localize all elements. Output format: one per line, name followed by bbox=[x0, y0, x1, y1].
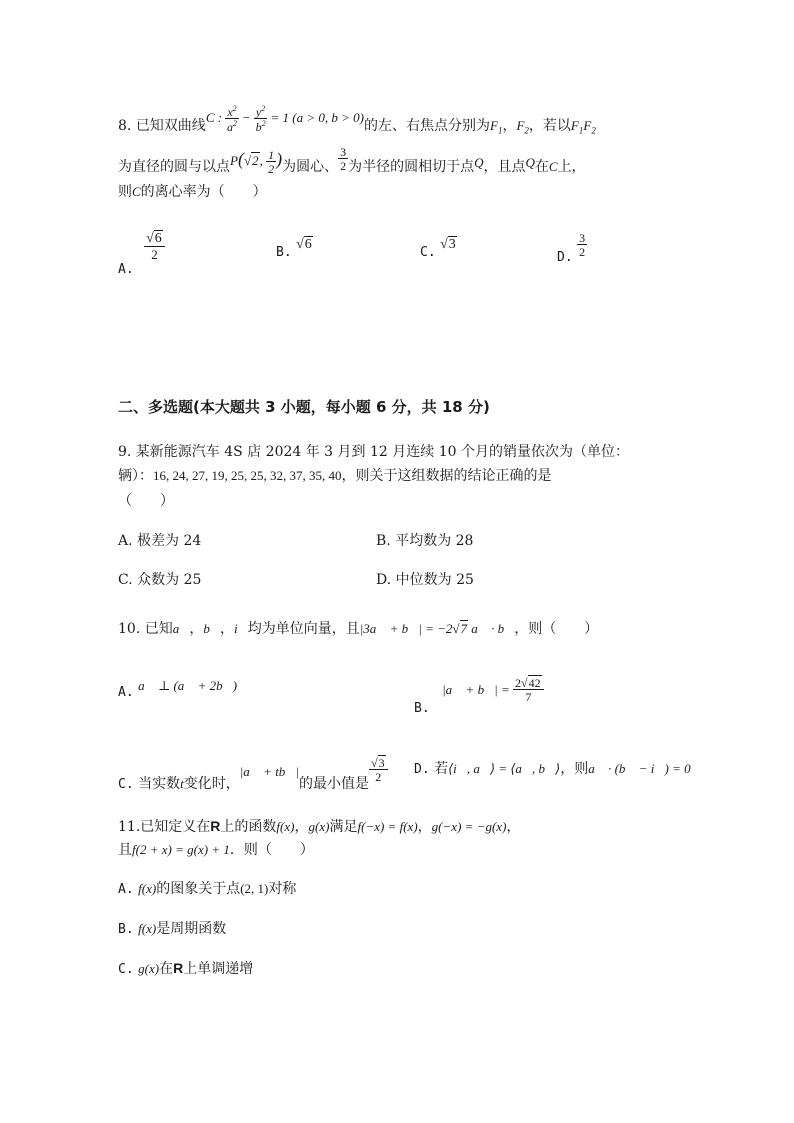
point-2-1: (2, 1) bbox=[240, 881, 269, 896]
option-a-expr: a⃗ ⊥ (a⃗ + 2b⃗) bbox=[138, 678, 238, 693]
q8-line3 bbox=[118, 182, 267, 202]
q8-text: 的离心率为（ ） bbox=[140, 184, 267, 200]
q11-text: 满足 bbox=[329, 819, 358, 835]
real-set: R bbox=[210, 818, 221, 834]
q8-text: 为圆心、 bbox=[282, 159, 339, 175]
q8-option-a[interactable] bbox=[118, 231, 165, 277]
option-b-expr: |a⃗ + b⃗| = bbox=[442, 682, 514, 697]
option-label: B. bbox=[276, 245, 292, 260]
radius-fraction: $\frac{3}{2}$ bbox=[340, 145, 347, 173]
condition-g-odd: g(−x) = −g(x) bbox=[431, 819, 507, 834]
q8-text: 已知双曲线 bbox=[135, 117, 206, 134]
q9-line1: 9. 某新能源汽车 4S 店 2024 年 3 月到 12 月连续 10 个月的销量依次为（单位： bbox=[118, 444, 629, 460]
q9-option-d[interactable]: D. 中位数为 25 bbox=[376, 572, 474, 588]
q11-text: 上的函数 bbox=[220, 819, 277, 835]
fraction: $\frac{√3}{2}$ bbox=[369, 757, 388, 783]
q10-text: 变化时， bbox=[183, 776, 240, 792]
q10-condition: |3a⃗ + b⃗| = −2√7 a⃗ · b⃗ bbox=[359, 621, 515, 636]
q8-text: 在 bbox=[534, 159, 549, 175]
q8-option-c[interactable] bbox=[420, 236, 457, 260]
q11-line1 bbox=[118, 816, 520, 837]
q9-option-a[interactable]: A. 极差为 24 bbox=[118, 533, 202, 549]
q8-option-d[interactable] bbox=[557, 231, 587, 265]
q11-text: 的图象关于点 bbox=[156, 881, 241, 897]
q11-text: 是周期函数 bbox=[156, 921, 227, 937]
point-p: P(√2, $\frac{1}{2}$ ) bbox=[230, 148, 283, 177]
option-d-expr: ⟨i⃗, a⃗⟩ = ⟨a⃗, b⃗⟩ bbox=[448, 761, 561, 776]
q10-text: ，则 bbox=[560, 761, 589, 777]
option-label: A. bbox=[118, 882, 134, 897]
q11-text: ， bbox=[506, 819, 521, 835]
curve-c: C bbox=[548, 159, 558, 174]
q9-line3: （ ） bbox=[118, 493, 174, 509]
q11-text: 且 bbox=[118, 842, 132, 858]
option-label: D. bbox=[414, 762, 430, 777]
option-b-value: √6 bbox=[296, 237, 312, 252]
func-f: f(x) bbox=[276, 819, 295, 834]
q9-data: 16, 24, 27, 19, 25, 25, 32, 37, 35, 40 bbox=[153, 468, 342, 483]
point-q: Q bbox=[474, 155, 484, 170]
q10-option-a[interactable] bbox=[118, 678, 238, 700]
q11-text: ， bbox=[417, 819, 432, 835]
vector-i: i⃗ bbox=[233, 621, 248, 636]
option-label: B. bbox=[414, 701, 430, 716]
q11-text: ．则（ ） bbox=[229, 842, 314, 858]
point-q: Q bbox=[525, 155, 535, 170]
q11-text: 上单调递增 bbox=[183, 961, 254, 977]
vector-b: b⃗ bbox=[203, 621, 220, 636]
q8-option-b[interactable] bbox=[276, 236, 313, 260]
q10-text: 的最小值是 bbox=[299, 776, 369, 792]
q11-option-b[interactable] bbox=[118, 918, 226, 938]
focus-f2: $F_2$ bbox=[516, 117, 529, 136]
fraction: $\frac{x^2}{a^2}$ bbox=[226, 104, 237, 134]
q8-text: 的左、右焦点分别为 bbox=[364, 117, 490, 134]
q9-text: ，则关于这组数据的结论正确的是 bbox=[341, 468, 552, 484]
q8-line2 bbox=[118, 145, 586, 181]
q11-text: ， bbox=[294, 819, 309, 835]
segment-f1f2: $F_1F_2$ bbox=[570, 117, 596, 136]
hyperbola-equation: C : $\frac{x^2}{a^2}$ − $\frac{y^2}{b^2}$ = 1 (a > 0, b > 0) bbox=[205, 104, 364, 134]
q10-line1: 10. 已知a⃗，b⃗，i⃗均为单位向量，且|3a⃗ + b⃗| = −2√7 a⃗ · b⃗，则（ ） bbox=[118, 621, 599, 637]
option-c-expr: |a⃗ + tb⃗| bbox=[239, 764, 299, 779]
q10-text: ，则（ ） bbox=[514, 621, 599, 637]
func-f: f(x) bbox=[138, 881, 157, 896]
q11-option-c[interactable] bbox=[118, 958, 253, 978]
q11-option-a[interactable] bbox=[118, 878, 296, 898]
option-d-result: a⃗ · (b⃗ − i⃗) = 0 bbox=[588, 761, 691, 776]
var-t: t bbox=[180, 776, 184, 791]
fraction: $\frac{y^2}{b^2}$ bbox=[255, 104, 266, 134]
func-f: f(x) bbox=[138, 921, 157, 936]
q8-line1: 8. 已知双曲线C : $\frac{x^2}{a^2}$ − $\frac{y^2}{b^2}$ = 1 (a > 0, b > 0)的左、右焦点分别为$F_1$，$F_2$，若以$F_1F_2$ bbox=[118, 104, 596, 136]
q8-text: 则 bbox=[118, 184, 132, 200]
option-label: B. bbox=[118, 922, 134, 937]
q10-text: 均为单位向量，且 bbox=[247, 621, 360, 637]
q8-text: 为半径的圆相切于点 bbox=[348, 159, 475, 175]
q8-text: ，且点 bbox=[483, 159, 526, 175]
q10-option-d[interactable] bbox=[414, 758, 691, 778]
q8-number: 8. bbox=[118, 117, 132, 134]
q8-text: 为直径的圆与以点 bbox=[118, 159, 230, 175]
q8-text: ，若以 bbox=[528, 117, 571, 134]
q11-text: 在 bbox=[159, 961, 174, 977]
q11-text: 对称 bbox=[268, 881, 297, 897]
option-label: D. bbox=[557, 250, 573, 265]
focus-f1: $F_1$ bbox=[490, 117, 503, 136]
q9-line2 bbox=[118, 466, 552, 486]
option-label: C. bbox=[420, 245, 436, 260]
condition-f-even: f(−x) = f(x) bbox=[357, 819, 418, 834]
q10-text: 当实数 bbox=[138, 776, 181, 792]
q11-line2 bbox=[118, 840, 314, 860]
condition-shift: f(2 + x) = g(x) + 1 bbox=[132, 842, 230, 857]
option-d-value: $\frac{3}{2}$ bbox=[579, 231, 586, 259]
section-heading: 二、多选题(本大题共 3 小题，每小题 6 分，共 18 分) bbox=[118, 398, 490, 416]
q8-text: 上， bbox=[557, 159, 586, 175]
q10-option-b[interactable] bbox=[414, 673, 544, 716]
option-label: C. bbox=[118, 777, 134, 792]
real-set: R bbox=[173, 960, 184, 976]
option-label: A. bbox=[118, 261, 134, 277]
q9-option-b[interactable]: B. 平均数为 28 bbox=[376, 533, 474, 549]
q10-text: 若 bbox=[434, 761, 449, 777]
fraction: $\frac{2√42}{7}$ bbox=[513, 677, 544, 703]
option-label: A. bbox=[118, 685, 134, 700]
vector-a: a⃗ bbox=[172, 621, 190, 636]
option-a-value: $\frac{√6}{2}$ bbox=[144, 232, 165, 261]
option-label: C. bbox=[118, 962, 134, 977]
q10-text: 10. 已知 bbox=[118, 621, 173, 637]
q11-text: 11.已知定义在 bbox=[118, 819, 211, 835]
q10-option-c[interactable] bbox=[118, 747, 388, 792]
option-c-value: √3 bbox=[440, 237, 456, 252]
q9-text: 辆）： bbox=[118, 468, 153, 484]
func-g: g(x) bbox=[308, 819, 330, 834]
curve-c: C bbox=[132, 184, 141, 199]
q9-option-c[interactable]: C. 众数为 25 bbox=[118, 572, 202, 588]
func-g: g(x) bbox=[138, 961, 160, 976]
